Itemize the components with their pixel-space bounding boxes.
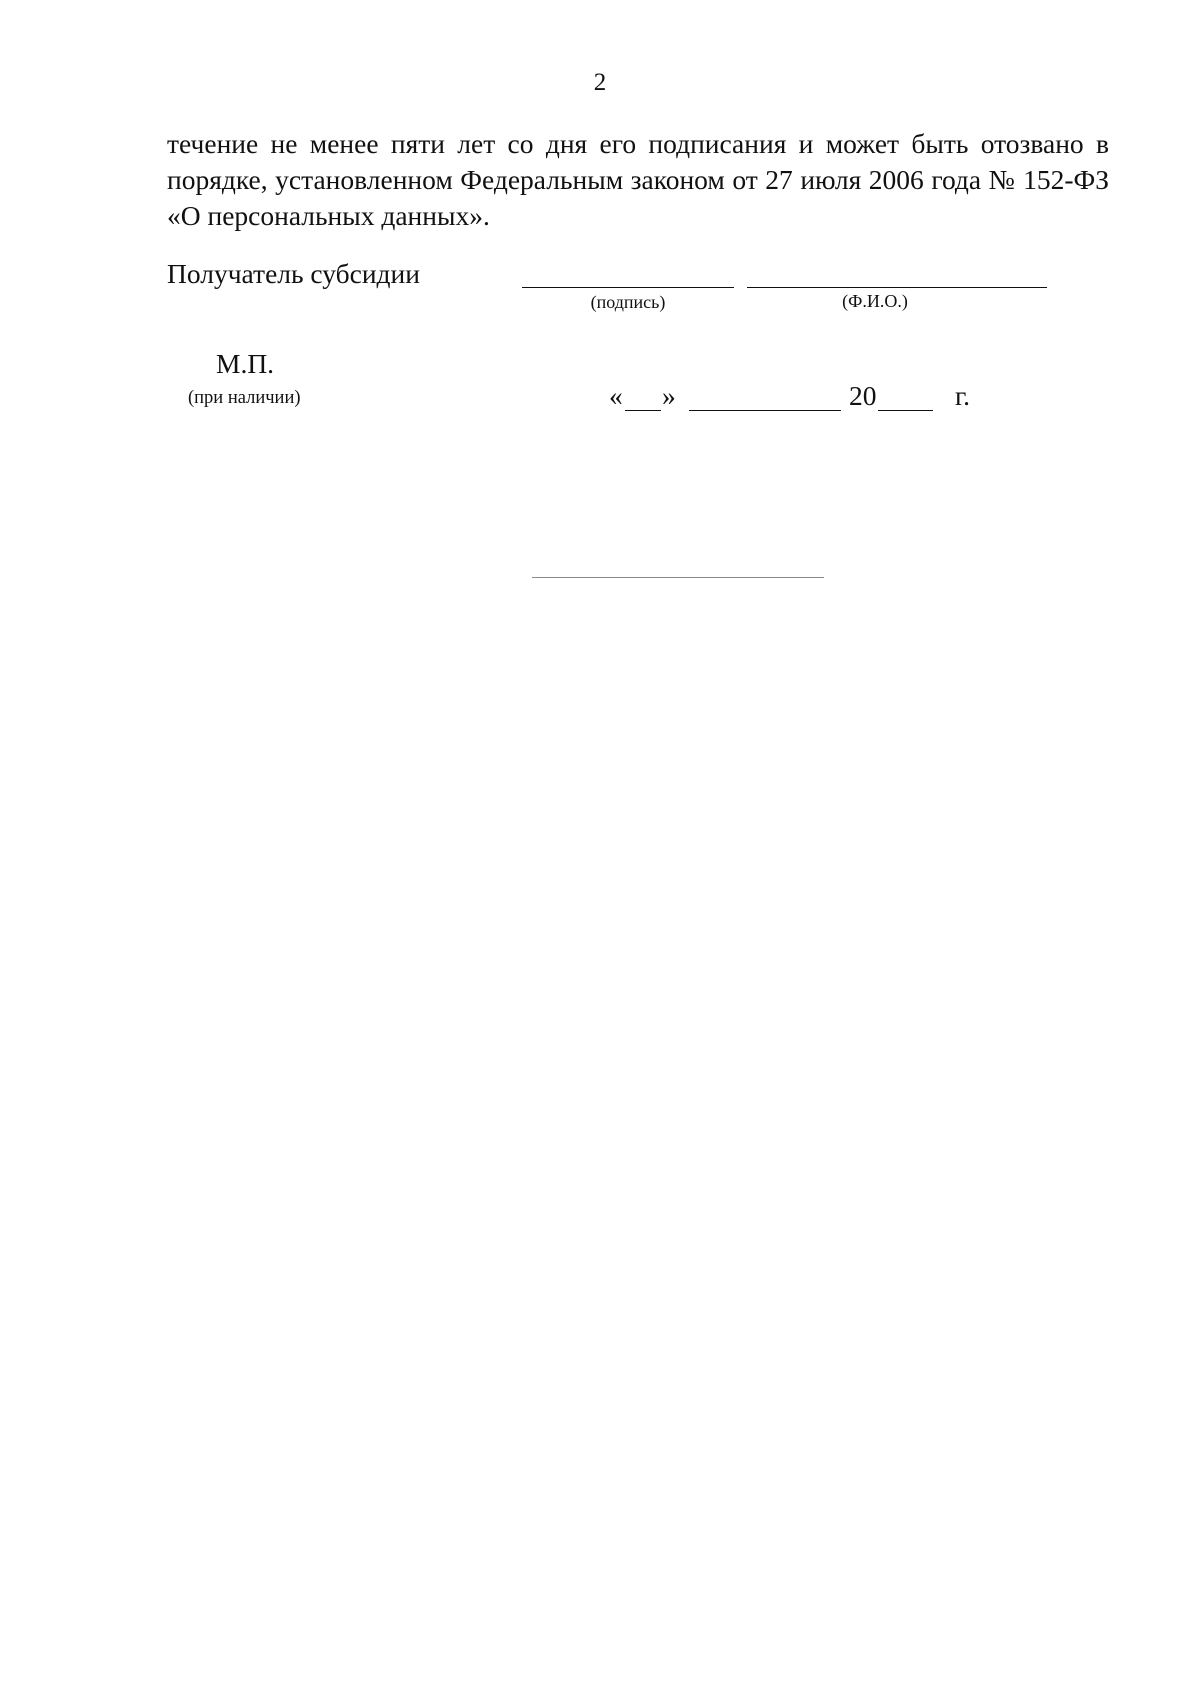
date-year-suffix: г.	[955, 380, 971, 411]
recipient-label: Получатель субсидии	[167, 258, 420, 289]
date-year-blank	[878, 410, 933, 411]
date-year-prefix: 20	[849, 380, 877, 411]
fio-line	[747, 287, 1047, 288]
date-close-quote: »	[662, 380, 676, 411]
date-month-blank	[689, 410, 841, 411]
body-paragraph: течение не менее пяти лет со дня его подписания и может быть отозвано в порядке, установленном Федеральным законом от 27 июля 2006 года № 152-ФЗ «О персональных данных».	[167, 128, 1109, 231]
seal-note: (при наличии)	[188, 388, 301, 408]
signature-line	[522, 287, 734, 288]
page-number: 2	[593, 69, 607, 96]
fio-caption: (Ф.И.О.)	[842, 291, 908, 311]
seal-label: М.П.	[216, 348, 275, 379]
date-open-quote: «	[609, 380, 623, 411]
date-day-blank	[625, 410, 661, 411]
closing-rule	[532, 577, 824, 578]
signature-caption: (подпись)	[590, 292, 666, 312]
